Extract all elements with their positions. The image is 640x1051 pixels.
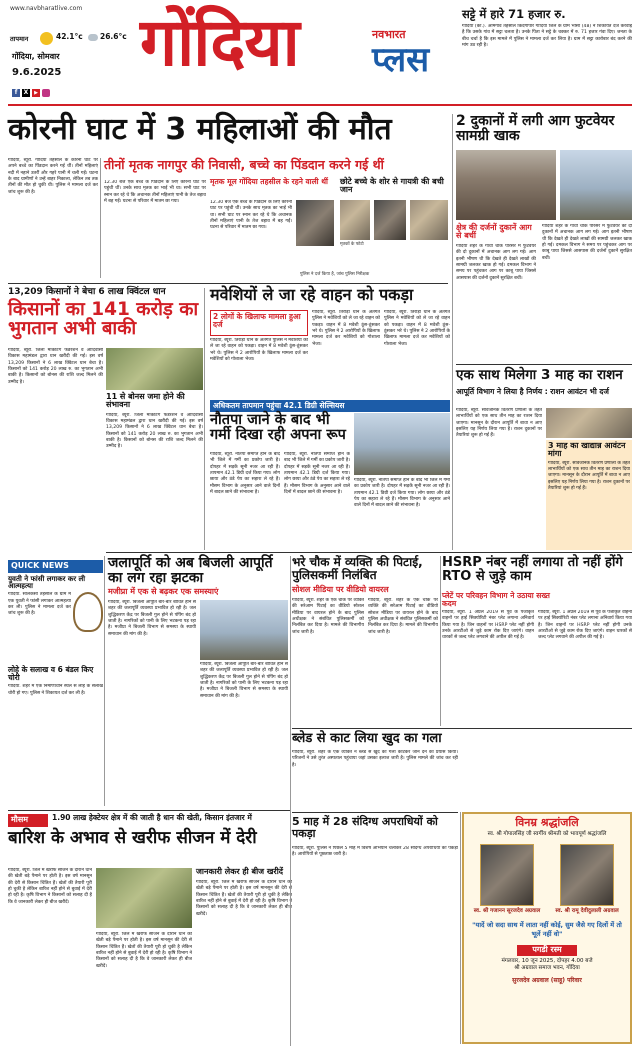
victim-photo-3	[374, 200, 406, 240]
weather-label: तापमान	[10, 35, 29, 43]
tribute-event-place: श्री अग्रवाल समाज भवन, गोंदिया	[514, 965, 580, 972]
youtube-icon[interactable]: ▶	[32, 89, 40, 97]
ration-headline: एक साथ मिलेगा 3 माह का राशन	[456, 367, 623, 383]
sun-icon	[40, 32, 53, 45]
quick-news-label: QUICK NEWS	[8, 560, 103, 573]
quick-news-item1-title: युवती ने फांसी लगाकर कर ली आत्महत्या	[8, 574, 86, 591]
farmers-right-col	[106, 348, 203, 553]
rule	[8, 810, 290, 811]
fire-photo-2	[560, 150, 632, 220]
farmers-subhead: 11 से बोनस जमा होने की संभावना	[106, 392, 185, 410]
vehicles-subhead-box	[210, 310, 308, 336]
divider	[460, 812, 461, 1044]
viral-body: गोंदिया, ब्यूरो. शहर के एक चौक पर व्यक्ति की सरेआम पिटाई का वीडियो सोशल मीडिया पर वायरल होने के बाद पुलिस अधीक्षक ने संबंधित पुलिसकर्मी को निलंबित कर दिया है। मामले की विभागीय जांच जारी है।	[292, 598, 364, 635]
victim-photo-2	[340, 200, 370, 240]
rule	[292, 812, 458, 813]
tribute-photos	[467, 844, 627, 906]
heat-body: गोंदिया, ब्यूरो. नौतपा समाप्त होने के बाद भी जिले में गर्मी का प्रकोप जारी है। दोपहर में सड़कें सूनी नजर आ रही हैं। तापमान 42.1 डिग्री दर्ज किया गया। लोग छाया और ठंडे पेय का सहारा ले रहे हैं। मौसम विभाग के अनुसार आने वाले दिनों में बादल छाने की संभावना है।	[210, 452, 280, 495]
rain-top-line: 1.90 लाख हेक्टेयर क्षेत्र में की जाती है धान की खेती, किसान इंतजार में	[52, 813, 252, 822]
date: 9.6.2025	[12, 67, 62, 78]
tribute-family: सुरजदेव अग्रवाल (साहू) परिवार	[512, 976, 582, 984]
lead-photo-caption-2: छोटे बच्चे के शोर से गायत्री की बची जान	[340, 177, 444, 195]
vehicles-body-3: गोंदिया, ब्यूरो. तिरोड़ा थाने के अंतर्गत पुलिस ने मवेशियों को ले जा रहे वाहन को पकड़ा। वाहन में 8 मवेशी ठूंस-ठूंसकर भरे थे। पुलिस ने 2 आरोपियों के खिलाफ मामला दर्ज कर मवेशियों को गोशाला भेजा।	[384, 310, 450, 347]
vehicles-body-2: गोंदिया, ब्यूरो. तिरोड़ा थाने के अंतर्गत पुलिस ने मवेशियों को ले जा रहे वाहन को पकड़ा। वाहन में 8 मवेशी ठूंस-ठूंसकर भरे थे। पुलिस ने 2 आरोपियों के खिलाफ मामला दर्ज कर मवेशियों को गोशाला भेजा।	[312, 310, 380, 347]
fire-body-2: गोंदिया शहर के गांधी चौक परिसर में फुटवेयर की दो दुकानों में अचानक आग लग गई। आग इतनी भीषण थी कि देखते ही देखते लाखों की सामग्री जलकर खाक हो गई। दमकल विभाग ने समय पर पहुंचकर आग पर काबू पाया जिससे आसपास की दर्जनों दुकानें सुरक्षित बचीं।	[542, 224, 632, 261]
lead-footer-note: पुलिस ने दर्ज किया है, जांच पुलिस निरीक्षक	[300, 272, 370, 277]
victim-photo-4	[410, 200, 448, 240]
rain-body-2: गोंदिया, ब्यूरो. जिले में खरीफ सीजन के दौरान धान की खेती बड़े पैमाने पर होती है। इस वर्ष मानसून की देरी से किसान चिंतित हैं। खेतों की तैयारी पूरी हो चुकी है लेकिन बारिश नहीं होने से बुवाई में देरी हो रही है। कृषि विभाग ने किसानों को सलाह दी है कि वे जानकारी लेकर ही बीज खरीदें।	[196, 880, 292, 917]
website-url[interactable]: www.navbharatlive.com	[10, 5, 83, 12]
rain-label: मौसम	[8, 814, 48, 827]
paper-brand	[372, 28, 452, 80]
ration-subhead: आपूर्ति विभाग ने लिया है निर्णय : राशन आवंटन भी दर्ज	[456, 387, 609, 396]
rain-subhead: जानकारी लेकर ही बीज खरीदें	[196, 867, 284, 876]
viral-body-2: गोंदिया, ब्यूरो. शहर के एक चौक पर व्यक्ति की सरेआम पिटाई का वीडियो सोशल मीडिया पर वायरल होने के बाद पुलिस अधीक्षक ने संबंधित पुलिसकर्मी को निलंबित कर दिया है। मामले की विभागीय जांच जारी है।	[368, 598, 438, 635]
ration-box-body: गोंदिया, ब्यूरो. सार्वजनिक वितरण प्रणाली के तहत लाभार्थियों को एक साथ तीन माह का राशन दिया जाएगा। मानसून के दौरान आपूर्ति में बाधा न आए इसलिए यह निर्णय लिया गया है। राशन दुकानों पर तैयारियां शुरू हो गई हैं।	[548, 460, 630, 492]
person1-name: स्व. श्री गजानन सूरजदेव अग्रवाल	[473, 907, 541, 914]
power-subhead: मजीप्रा में एक से बढ़कर एक समस्याएं	[108, 587, 219, 596]
divider	[104, 556, 105, 806]
quick-news-item2-body: गोंदिया. शहर में एक निर्माणाधीन स्थल से लोहे के सलाख चोरी हो गए। पुलिस ने शिकायत दर्ज कर ली है।	[8, 684, 103, 696]
side-story-body: गोंदिया (का.). आमगांव तहसील किंदगीपार गोंदिया जिले के ग्राम भोसा (48) ने शिकायत दर्ज करवाई है कि उसके गांव में सट्टा चलता है। उनके पिता ने सट्टे के चक्कर में रु. 71 हजार गंवा दिए। जनता के बीच चर्चा है कि इस मामले में पुलिस ने मामला दर्ज कर लिया है। ग्राम में सट्टा कारोबार बंद करने की मांग उठ रही है।	[462, 24, 632, 49]
power-photo	[200, 600, 288, 660]
lead-body-left-text: गोंदिया, ब्यूरो. गोंदिया तहसील के कोरनी घाट पर अपने बच्चे का पिंडदान करने गई थीं। तीनों महिलाएं नदी में नहाने उतरीं और गहरे पानी में चली गईं। घटना के बाद ग्रामीणों ने उन्हें बाहर निकाला, लेकिन तब तक तीनों की मौत हो चुकी थी। पुलिस ने मामला दर्ज कर जांच शुरू की है।	[8, 158, 98, 195]
ration-box	[546, 440, 632, 550]
victim-photo-1	[296, 200, 334, 246]
ration-photo	[546, 408, 632, 438]
rule	[106, 552, 632, 553]
vehicles-body: गोंदिया, ब्यूरो. तिरोड़ा थाने के अंतर्गत पुलिस ने मवेशियों को ले जा रहे वाहन को पकड़ा। वाहन में 8 मवेशी ठूंस-ठूंसकर भरे थे। पुलिस ने 2 आरोपियों के खिलाफ मामला दर्ज कर मवेशियों को गोशाला भेजा।	[210, 338, 308, 362]
heat-body-2: गोंदिया, ब्यूरो. नौतपा समाप्त होने के बाद भी जिले में गर्मी का प्रकोप जारी है। दोपहर में सड़कें सूनी नजर आ रही हैं। तापमान 42.1 डिग्री दर्ज किया गया। लोग छाया और ठंडे पेय का सहारा ले रहे हैं। मौसम विभाग के अनुसार आने वाले दिनों में बादल छाने की संभावना है।	[284, 452, 350, 495]
paper-name: गोंदिया	[140, 4, 299, 81]
ration-box-title: 3 माह का खाद्यान्न आवंटन मांगा	[548, 441, 626, 459]
temp-high: 42.1°c	[56, 32, 83, 41]
instagram-icon[interactable]	[42, 89, 50, 97]
lead-photo-block	[210, 178, 450, 270]
blade-body: गोंदिया, ब्यूरो. शहर के एक व्यक्ति ने ब्लेड से खुद का गला काटकर जान देने का प्रयास किया। परिजनों ने उसे तुरंत अस्पताल पहुंचाया जहां उसका इलाज जारी है। पुलिस मामले की जांच कर रही है।	[292, 750, 458, 768]
farmers-body-2: गोंदिया, ब्यूरो. जिला मार्केटिंग फेडरेशन व आदिवासी विकास महामंडल द्वारा धान खरीदी की गई। इस वर्ष 13,209 किसानों ने 6 लाख क्विंटल धान बेचा है। किसानों को 141 करोड़ 20 लाख रु. का भुगतान अभी बाकी है। किसानों को बोनस की राशि जल्द मिलने की उम्मीद है।	[106, 412, 203, 450]
brand-main: प्लस	[372, 39, 430, 80]
hsrp-subhead: प्लेटें पर परिवहन विभाग ने उठाया सख्त कदम	[442, 591, 550, 608]
hsrp-body-2: गोंदिया, ब्यूरो. 1 अप्रैल 2019 से पूर्व के पंजीकृत वाहनों पर हाई सिक्योरिटी नंबर प्लेट लगाना अनिवार्य किया गया है। जिन वाहनों पर HSRP प्लेट नहीं होगी उनके आरटीओ से जुड़े काम रोक दिए जाएंगे। वाहन धारकों से जल्द प्लेट लगवाने की अपील की गई है।	[538, 610, 632, 641]
power-headline: जलापूर्ति को अब बिजली आपूर्ति का लग रहा झटका	[108, 555, 273, 586]
viral-subhead: सोशल मीडिया पर वीडियो वायरल	[292, 585, 389, 594]
tribute-names	[467, 908, 627, 915]
fire-headline: 2 दुकानों में लगी आग फुटवेयर सामग्री खाक	[456, 113, 615, 144]
fire-body: गोंदिया शहर के गांधी चौक परिसर में फुटवेयर की दो दुकानों में अचानक आग लग गई। आग इतनी भीषण थी कि देखते ही देखते लाखों की सामग्री जलकर खाक हो गई। दमकल विभाग ने समय पर पहुंचकर आग पर काबू पाया जिससे आसपास की दर्जनों दुकानें सुरक्षित बचीं।	[456, 244, 536, 281]
tribute-title: विनम्र श्रद्धांजलि	[515, 816, 579, 829]
farmers-photo	[106, 348, 203, 390]
fire-photo	[456, 150, 556, 220]
hsrp-body: गोंदिया, ब्यूरो. 1 अप्रैल 2019 से पूर्व के पंजीकृत वाहनों पर हाई सिक्योरिटी नंबर प्लेट लगाना अनिवार्य किया गया है। जिन वाहनों पर HSRP प्लेट नहीं होगी उनके आरटीओ से जुड़े काम रोक दिए जाएंगे। वाहन धारकों से जल्द प्लेट लगवाने की अपील की गई है।	[442, 610, 534, 641]
tribute-intro: स्व. श्री गोपालसिंह जी स्वर्गीय श्रीमती को भावपूर्ण श्रद्धांजलि	[487, 830, 607, 837]
rain-photo	[96, 868, 192, 928]
criminals-body: गोंदिया, ब्यूरो. पुलिस ने पिछले 5 माह में विशेष अभियान चलाकर 28 संदिग्ध अपराधियों को पकड़ा है। आरोपियों से पूछताछ जारी है।	[292, 846, 458, 858]
lead-photo-caption-1: मृतक मूल गोंदिया तहसील के रहने वाली थीं	[210, 177, 328, 186]
person1-photo	[480, 844, 534, 906]
x-icon[interactable]: X	[23, 89, 29, 96]
brand-top: नवभारत	[372, 28, 406, 41]
rule	[456, 364, 632, 365]
person2-name: स्व. श्री रामू देवीदुलाली अग्रवाल	[555, 907, 619, 914]
vehicles-headline: मवेशियों ले जा रहे वाहन को पकड़ा	[210, 285, 414, 304]
rain-body: गोंदिया, ब्यूरो. जिले में खरीफ सीजन के दौरान धान की खेती बड़े पैमाने पर होती है। इस वर्ष मानसून की देरी से किसान चिंतित हैं। खेतों की तैयारी पूरी हो चुकी है लेकिन बारिश नहीं होने से बुवाई में देरी हो रही है। कृषि विभाग ने किसानों को सलाह दी है कि वे जानकारी लेकर ही बीज खरीदें।	[8, 868, 92, 905]
power-body-2: गोंदिया, ब्यूरो. बिजली आपूर्ति बार-बार बाधित होने से शहर की जलापूर्ति व्यवस्था प्रभावित हो रही है। जल शुद्धिकरण केंद्र पर बिजली गुल होने से पंपिंग बंद हो जाती है। नागरिकों को पानी के लिए भटकना पड़ रहा है। मजीप्रा ने बिजली विभाग से समस्या के स्थायी समाधान की मांग की है।	[200, 662, 288, 699]
rain-headline: बारिश के अभाव से खरीफ सीजन में देरी	[8, 828, 257, 848]
heat-photo	[354, 413, 450, 475]
person2-photo	[560, 844, 614, 906]
criminals-headline: 5 माह में 28 संदिग्ध अपराधियों को पकड़ा	[292, 815, 438, 840]
vehicles-subhead: 2 लोगों के खिलाफ मामला हुआ दर्ज	[213, 312, 301, 329]
divider	[204, 288, 205, 550]
lead-photo-text: 12.30 बजे एक बच्चे के पिंडदान के लिए कोरनी घाट पर पहुंची थीं। उनके साथ मृतक का भाई भी था। सभी घाट पर स्नान कर रहे थे कि अचानक तीनों महिलाएं पानी के तेज बहाव में बह गईं। घटना से परिवार में मातम छा गया।	[210, 200, 292, 231]
divider	[440, 556, 441, 726]
heat-tagline: अधिकतम तापमान पहुंचा 42.1 डिग्री सेल्सियस	[210, 400, 450, 412]
heat-body-3: गोंदिया, ब्यूरो. नौतपा समाप्त होने के बाद भी जिले में गर्मी का प्रकोप जारी है। दोपहर में सड़कें सूनी नजर आ रही हैं। तापमान 42.1 डिग्री दर्ज किया गया। लोग छाया और ठंडे पेय का सहारा ले रहे हैं। मौसम विभाग के अनुसार आने वाले दिनों में बादल छाने की संभावना है।	[354, 478, 450, 509]
lead-body-mid: 12.30 बजे एक बच्चे के पिंडदान के लिए कोरनी घाट पर पहुंची थीं। उनके साथ मृतक का भाई भी था। सभी घाट पर स्नान कर रहे थे कि अचानक तीनों महिलाएं पानी के तेज बहाव में बह गईं। घटना से परिवार में मातम छा गया।	[104, 180, 206, 204]
temp-low: 26.6°c	[100, 32, 127, 41]
divider	[100, 158, 101, 278]
quick-news	[8, 560, 103, 775]
heat-headline: नौतपा जाने के बाद भी गर्मी दिखा रही अपना रूप	[210, 412, 346, 444]
fire-subhead: क्षेत्र की दर्जनों दुकानें आग से बचीं	[456, 223, 532, 241]
tribute-event-title: पगडी रस्म	[517, 945, 577, 956]
social-icons	[12, 89, 50, 97]
quick-news-item2-title: लोहे के सलाख व 6 बंडल किए चोरी	[8, 665, 94, 683]
date-line: गोंदिया, सोमवार	[12, 52, 60, 61]
farmers-headline: किसानों का 141 करोड़ का भुगतान अभी बाकी	[8, 299, 199, 340]
tribute-event-time: मंगलवार, 10 जून 2025, दोपहर 4.00 बजे	[501, 957, 593, 964]
noose-icon	[73, 592, 103, 632]
tribute-ad	[462, 812, 632, 1044]
facebook-icon[interactable]: f	[12, 89, 20, 97]
side-story	[462, 8, 632, 108]
side-story-title: सट्टे में हारे 71 हजार रु.	[462, 7, 566, 21]
rain-body-3: गोंदिया, ब्यूरो. जिले में खरीफ सीजन के दौरान धान की खेती बड़े पैमाने पर होती है। इस वर्ष मानसून की देरी से किसान चिंतित हैं। खेतों की तैयारी पूरी हो चुकी है लेकिन बारिश नहीं होने से बुवाई में देरी हो रही है। कृषि विभाग ने किसानों को सलाह दी है कि वे जानकारी लेकर ही बीज खरीदें।	[96, 932, 192, 969]
weather-box	[10, 30, 127, 48]
divider	[452, 114, 453, 550]
cloud-icon	[88, 34, 98, 41]
ration-body: गोंदिया, ब्यूरो. सार्वजनिक वितरण प्रणाली के तहत लाभार्थियों को एक साथ तीन माह का राशन दिया जाएगा। मानसून के दौरान आपूर्ति में बाधा न आए इसलिए यह निर्णय लिया गया है। राशन दुकानों पर तैयारियां शुरू हो गई हैं।	[456, 408, 542, 439]
divider	[290, 556, 291, 1046]
blade-headline: ब्लेड से काट लिया खुद का गला	[292, 731, 442, 746]
viral-headline: भरे चौक में व्यक्ति की पिटाई, पुलिसकर्मी निलंबित	[292, 555, 423, 582]
masthead-rule	[8, 104, 632, 106]
lead-kicker: तीनों मृतक नागपुर की निवासी, बच्चे का पिंडदान करने गई थीं	[104, 157, 384, 172]
lead-body-left	[8, 158, 98, 283]
tribute-quote: "यादें जो सदा साथ में लाता नहीं कोई, सुम जैसे गए दिलों में तो भूलें नहीं वो"	[472, 921, 622, 939]
victims-caption: मृतकों के फोटो	[340, 242, 364, 247]
hsrp-headline: HSRP नंबर नहीं लगाया तो नहीं होंगे RTO से जुड़े काम	[442, 555, 623, 584]
rule	[292, 728, 632, 729]
farmers-top-line: 13,209 किसानों ने बेचा 6 लाख क्विंटल धान	[8, 287, 166, 297]
quick-news-item1-body: गोंदिया. सालेकसा तहसील के ग्राम में एक युवती ने फांसी लगाकर आत्महत्या कर ली। पुलिस ने मामला दर्ज कर जांच शुरू की है।	[8, 592, 71, 617]
rule	[8, 283, 448, 284]
fire-story	[456, 114, 632, 364]
power-body: गोंदिया, ब्यूरो. बिजली आपूर्ति बार-बार बाधित होने से शहर की जलापूर्ति व्यवस्था प्रभावित हो रही है। जल शुद्धिकरण केंद्र पर बिजली गुल होने से पंपिंग बंद हो जाती है। नागरिकों को पानी के लिए भटकना पड़ रहा है। मजीप्रा ने बिजली विभाग से समस्या के स्थायी समाधान की मांग की है।	[108, 600, 196, 637]
farmers-body: गोंदिया, ब्यूरो. जिला मार्केटिंग फेडरेशन व आदिवासी विकास महामंडल द्वारा धान खरीदी की गई। इस वर्ष 13,209 किसानों ने 6 लाख क्विंटल धान बेचा है। किसानों को 141 करोड़ 20 लाख रु. का भुगतान अभी बाकी है। किसानों को बोनस की राशि जल्द मिलने की उम्मीद है।	[8, 348, 103, 385]
lead-headline: कोरनी घाट में 3 महिलाओं की मौत	[8, 112, 392, 147]
